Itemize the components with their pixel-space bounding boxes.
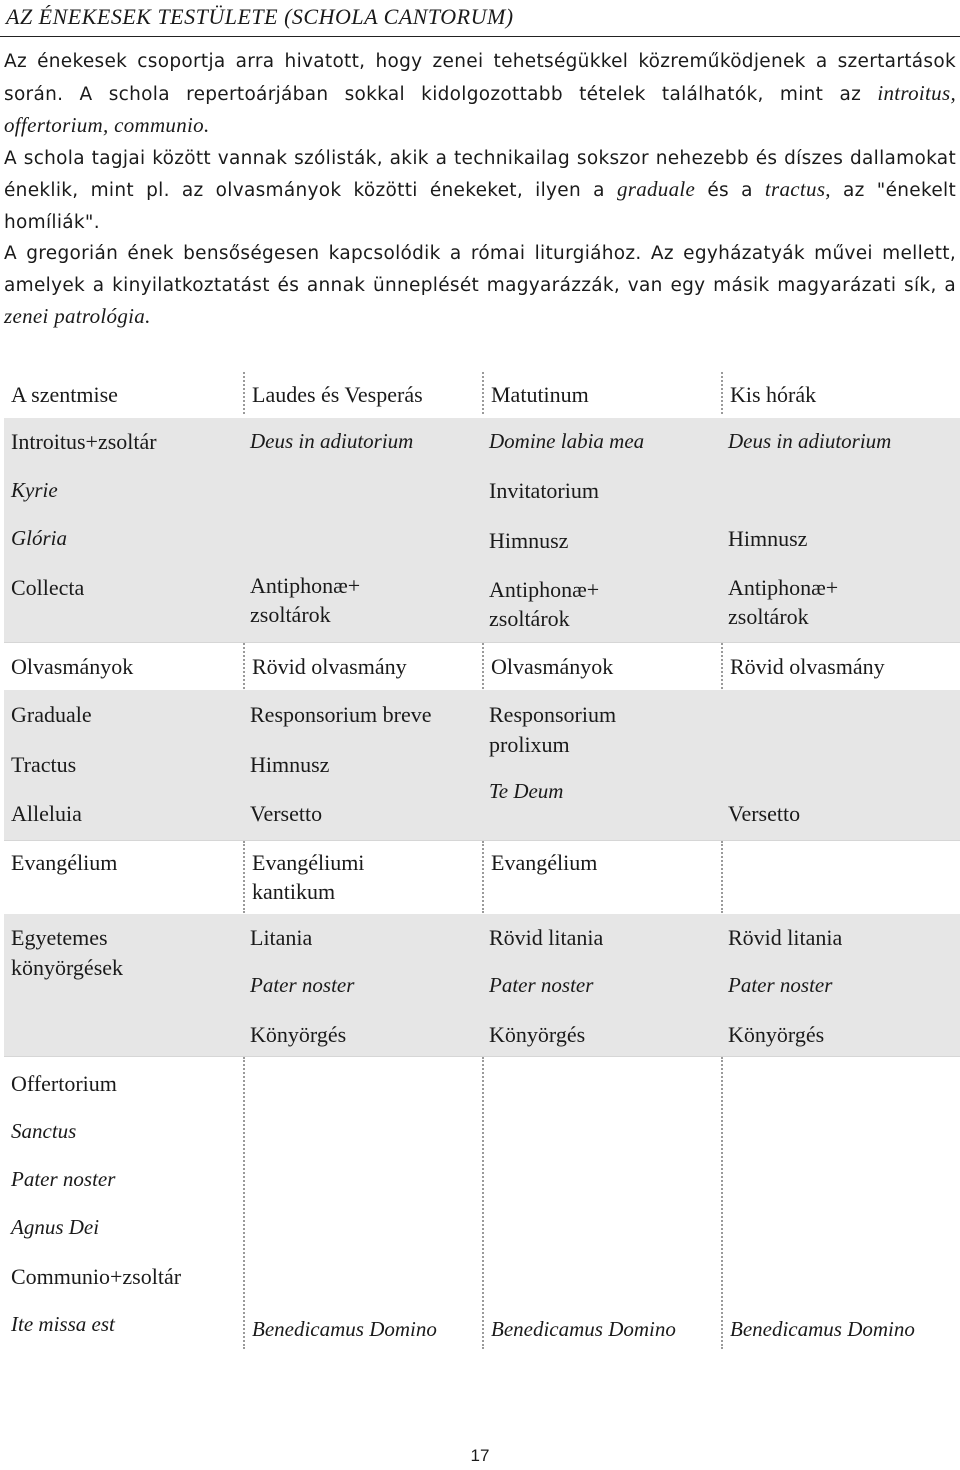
paragraph-1-text: Az énekesek csoportja arra hivatott, hogy zenei tehetségükkel közreműködjenek a szertartások során. A schola repertoárjában sokkal kidolgozottabb tételek találhatók, mint az bbox=[4, 51, 956, 105]
table-cell bbox=[243, 418, 481, 642]
header-cell-matins bbox=[482, 372, 722, 414]
paragraph-3-text: A gregorián ének bensőségesen kapcsolódik a római liturgiához. Az egyházatyák művei mellett, amelyek a kinyilatkoztatást és annak ünneplését magyarázzák, van egy másik magyarázati sík, a bbox=[4, 243, 956, 296]
paragraph-3-emphasis: zenei patrológia. bbox=[4, 304, 151, 328]
cell-text: Rövid olvasmány bbox=[730, 654, 885, 679]
header-cell-lauds bbox=[243, 372, 483, 414]
cell-text: Himnusz bbox=[250, 752, 330, 777]
cell-text: Litania bbox=[250, 925, 313, 950]
table-cell bbox=[721, 643, 960, 689]
cell-text: Könyörgés bbox=[250, 1022, 347, 1047]
table-row bbox=[4, 841, 960, 913]
table-cell bbox=[243, 841, 483, 913]
cell-text: Himnusz bbox=[489, 528, 569, 553]
cell-text: Domine labia mea bbox=[489, 429, 645, 453]
header-label: A szentmise bbox=[11, 382, 118, 407]
cell-text: Rövid olvasmány bbox=[252, 654, 407, 679]
table-cell bbox=[721, 1057, 960, 1349]
cell-text: Olvasmányok bbox=[11, 654, 134, 679]
cell-text: Deus in adiutorium bbox=[250, 429, 414, 453]
table-cell bbox=[482, 841, 722, 913]
paragraph-3 bbox=[4, 238, 956, 334]
table-cell bbox=[243, 690, 481, 840]
table-cell bbox=[721, 418, 960, 642]
paragraph-2-text-b: és a bbox=[707, 180, 753, 201]
cell-text: Deus in adiutorium bbox=[728, 429, 892, 453]
header-label: Laudes és Vesperás bbox=[252, 382, 423, 407]
table-cell bbox=[4, 841, 242, 913]
paragraph-1 bbox=[4, 46, 956, 143]
header-label: Kis hórák bbox=[730, 382, 817, 407]
table-cell bbox=[243, 914, 481, 1056]
table-cell bbox=[4, 643, 242, 689]
cell-text: Pater noster bbox=[728, 973, 833, 997]
cell-text: Offertorium bbox=[11, 1071, 117, 1096]
paragraph-2-text-c: az "énekelt homíliák". bbox=[4, 180, 956, 233]
cell-text: Evangéliumi bbox=[252, 850, 365, 875]
cell-text: Versetto bbox=[728, 801, 801, 826]
table-cell bbox=[482, 418, 720, 642]
cell-text: Benedicamus Domino bbox=[252, 1317, 437, 1341]
cell-text: Egyetemes bbox=[11, 925, 108, 950]
cell-text: Pater noster bbox=[489, 973, 594, 997]
cell-text: Ite missa est bbox=[11, 1312, 115, 1336]
table-cell bbox=[482, 643, 722, 689]
cell-text: Könyörgés bbox=[728, 1022, 825, 1047]
cell-text: Antiphonæ+ bbox=[489, 577, 600, 602]
table-cell bbox=[721, 841, 960, 913]
table-header-row bbox=[4, 372, 960, 414]
paragraph-2-emphasis-tractus: tractus, bbox=[764, 177, 831, 201]
cell-text: könyörgések bbox=[11, 955, 124, 980]
cell-text: Collecta bbox=[11, 575, 85, 600]
cell-text: Introitus+zsoltár bbox=[11, 429, 157, 454]
body-text bbox=[4, 46, 956, 334]
cell-text: kantikum bbox=[252, 879, 336, 904]
paragraph-2-emphasis-graduale: graduale bbox=[616, 177, 696, 201]
page-number: 17 bbox=[470, 1446, 490, 1465]
cell-text: Responsorium bbox=[489, 702, 617, 727]
cell-text: Rövid litania bbox=[489, 925, 604, 950]
cell-text: Responsorium breve bbox=[250, 702, 432, 727]
cell-text: zsoltárok bbox=[728, 604, 809, 629]
cell-text: Pater noster bbox=[250, 973, 355, 997]
cell-text: Benedicamus Domino bbox=[730, 1317, 915, 1341]
cell-text: Invitatorium bbox=[489, 478, 599, 503]
cell-text: Agnus Dei bbox=[11, 1215, 100, 1239]
cell-text: Alleluia bbox=[11, 801, 82, 826]
table-row bbox=[4, 914, 960, 1057]
cell-text: prolixum bbox=[489, 732, 570, 757]
cell-text: Sanctus bbox=[11, 1119, 77, 1143]
cell-text: Evangélium bbox=[11, 850, 118, 875]
cell-text: Graduale bbox=[11, 702, 92, 727]
cell-text: Antiphonæ+ bbox=[250, 573, 361, 598]
cell-text: Te Deum bbox=[489, 779, 564, 803]
cell-text: Olvasmányok bbox=[491, 654, 614, 679]
table-cell bbox=[4, 418, 242, 642]
cell-text: Communio+zsoltár bbox=[11, 1264, 182, 1289]
cell-text: Rövid litania bbox=[728, 925, 843, 950]
header-cell-mass bbox=[4, 372, 242, 414]
table-cell bbox=[482, 1057, 722, 1349]
cell-text: Himnusz bbox=[728, 526, 808, 551]
header-cell-little-hours bbox=[721, 372, 960, 414]
table-cell bbox=[4, 914, 242, 1056]
paragraph-1-emphasis: introitus, offertorium, communio. bbox=[4, 80, 956, 137]
table-row bbox=[4, 643, 960, 689]
cell-text: Antiphonæ+ bbox=[728, 575, 839, 600]
table-cell bbox=[721, 690, 960, 840]
table-cell bbox=[243, 1057, 483, 1349]
cell-text: Glória bbox=[11, 526, 68, 550]
table-row bbox=[4, 418, 960, 643]
table-cell bbox=[721, 914, 960, 1056]
paragraph-2 bbox=[4, 143, 956, 239]
cell-text: Pater noster bbox=[11, 1167, 116, 1191]
table-cell bbox=[482, 914, 720, 1056]
paragraph-2-text-a: A schola tagjai között vannak szólisták, akik a technikailag sokszor nehezebb és díszes dallamokat éneklik, mint pl. az olvasmányok közötti énekeket, ilyen a bbox=[4, 147, 956, 201]
table-row bbox=[4, 690, 960, 841]
cell-text: Versetto bbox=[250, 801, 323, 826]
cell-text: zsoltárok bbox=[489, 606, 570, 631]
table-cell bbox=[4, 1057, 242, 1349]
cell-text: zsoltárok bbox=[250, 602, 331, 627]
cell-text: Tractus bbox=[11, 752, 77, 777]
cell-text: Benedicamus Domino bbox=[491, 1317, 676, 1341]
table-cell bbox=[482, 690, 720, 840]
table-cell bbox=[243, 643, 483, 689]
table-row bbox=[4, 1057, 960, 1349]
cell-text: Evangélium bbox=[491, 850, 598, 875]
cell-text: Kyrie bbox=[11, 478, 58, 502]
section-title: AZ ÉNEKESEK TESTÜLETE (SCHOLA CANTORUM) bbox=[6, 4, 514, 29]
title-rule bbox=[0, 36, 960, 37]
cell-text: Könyörgés bbox=[489, 1022, 586, 1047]
header-label: Matutinum bbox=[491, 382, 589, 407]
table-cell bbox=[4, 690, 242, 840]
